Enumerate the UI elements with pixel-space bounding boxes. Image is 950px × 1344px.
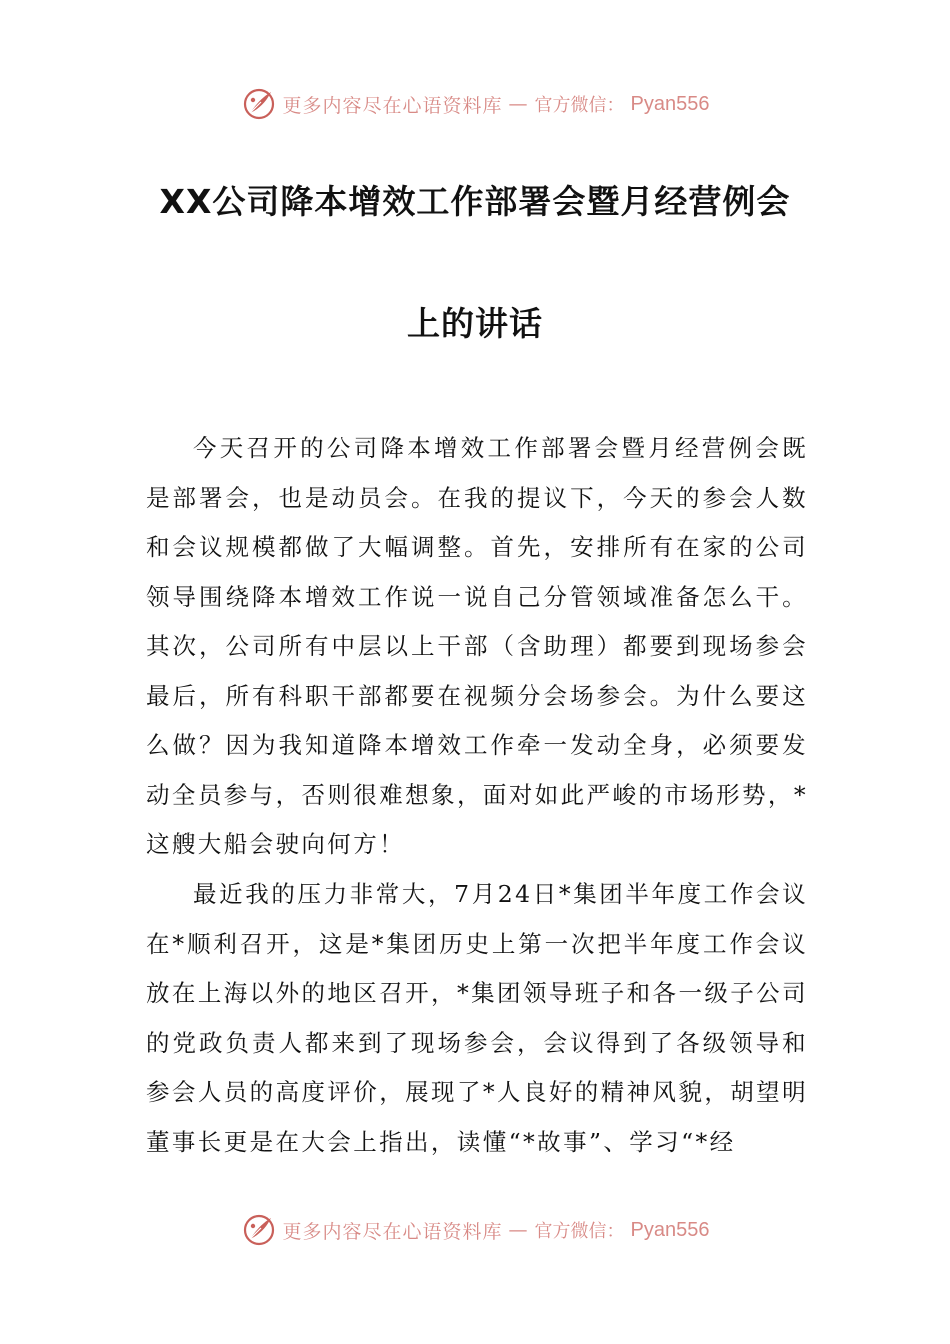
watermark-contact-label: 官方微信：	[534, 95, 625, 116]
body-paragraph: 最近我的压力非常大，7月24日*集团半年度工作会议在*顺利召开，这是*集团历史上第一次把半年度工作会议放在上海以外的地区召开，*集团领导班子和各一级子公司的党政负责人都来到了现场参会，会议得到了各级领导和参会人员的高度评价，展现了*人良好的精神风貌，胡望明董事长更是在大会上指出，读懂“*故事”、学习“*经	[146, 880, 808, 1156]
document-title-line1: XX公司降本增效工作部署会暨月经营例会	[159, 182, 791, 221]
quill-logo-icon	[241, 86, 277, 122]
watermark-dash: —	[508, 93, 529, 115]
watermark-dash: —	[508, 1219, 529, 1241]
body-paragraph-2-block	[146, 870, 808, 1167]
document-title-line2: 上的讲话	[407, 304, 543, 343]
watermark-contact-id: Pyan556	[630, 1218, 710, 1241]
watermark-text: 更多内容尽在心语资料库	[282, 1220, 503, 1243]
body-paragraph-1-block	[146, 424, 808, 870]
quill-logo-icon	[241, 1212, 277, 1248]
watermark-header	[0, 84, 950, 124]
watermark-contact-id: Pyan556	[630, 92, 710, 115]
watermark-contact-label: 官方微信：	[534, 1221, 625, 1242]
body-paragraph: 今天召开的公司降本增效工作部署会暨月经营例会既是部署会，也是动员会。在我的提议下，今天的参会人数和会议规模都做了大幅调整。首先，安排所有在家的公司领导围绕降本增效工作说一说自己分管领域准备怎么干。其次，公司所有中层以上干部（含助理）都要到现场参会最后，所有科职干部都要在视频分会场参会。为什么要这么做？因为我知道降本增效工作牵一发动全身，必须要发动全员参与，否则很难想象，面对如此严峻的市场形势，*这艘大船会驶向何方！	[146, 434, 808, 858]
watermark-text: 更多内容尽在心语资料库	[282, 94, 503, 117]
watermark-footer	[0, 1210, 950, 1250]
